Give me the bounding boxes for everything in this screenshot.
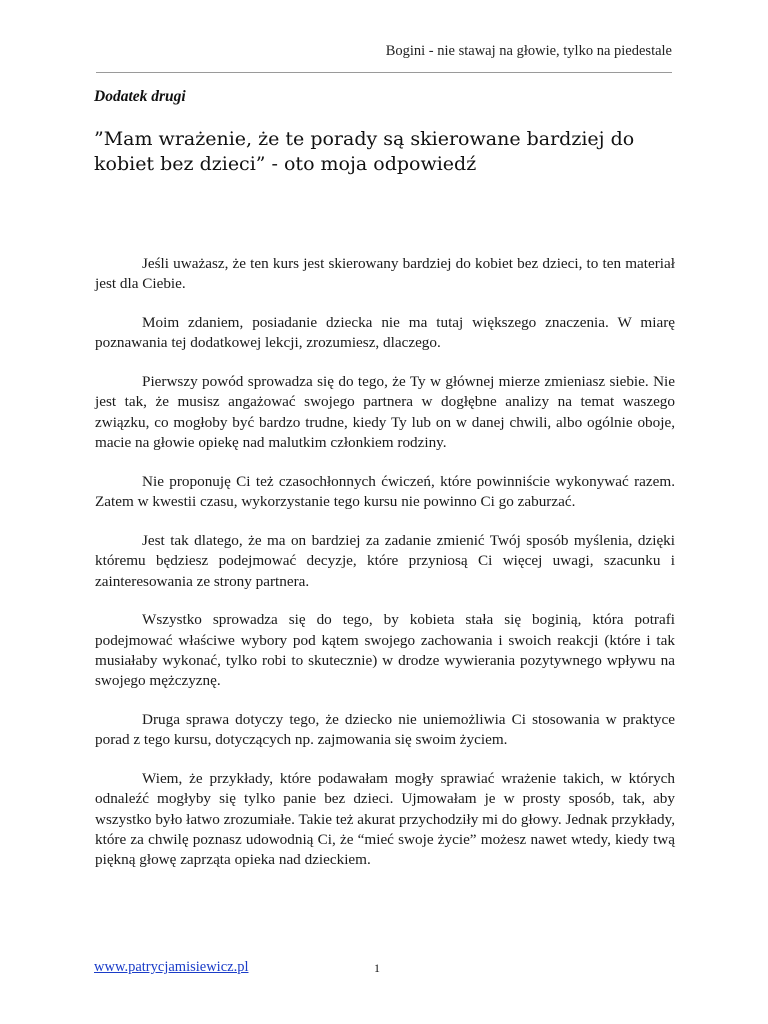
header-divider — [96, 72, 672, 73]
footer-website-link[interactable]: www.patrycjamisiewicz.pl — [94, 959, 249, 975]
paragraph: Wszystko sprowadza się do tego, by kobieta stała się boginią, która potrafi podejmować właściwe wybory pod kątem swojego zachowania i swoich reakcji (które i tak musiałaby wykonać, tylko robi to skutecznie) w drodze wywierania pozytywnego wpływu na swojego mężczyznę. — [95, 611, 675, 690]
running-header: Bogini - nie stawaj na głowie, tylko na piedestale — [385, 43, 672, 59]
paragraph: Jest tak dlatego, że ma on bardziej za zadanie zmienić Twój sposób myślenia, dzięki któremu będziesz podejmować decyzje, które przyniosą Ci więcej uwagi, szacunku i zainteresowania ze strony partnera. — [95, 531, 675, 590]
section-label: Dodatek drugi — [94, 88, 186, 105]
body-text — [95, 254, 675, 889]
paragraph: Jeśli uważasz, że ten kurs jest skierowany bardziej do kobiet bez dzieci, to ten materiał jest dla Ciebie. — [95, 255, 675, 293]
paragraph: Druga sprawa dotyczy tego, że dziecko nie uniemożliwia Ci stosowania w praktyce porad z tego kursu, dotyczących np. zajmowania się swoim życiem. — [95, 711, 675, 749]
section-subtitle: ”Mam wrażenie, że te porady są skierowane bardziej do kobiet bez dzieci” - oto moja odpowiedź — [94, 128, 635, 175]
paragraph: Wiem, że przykłady, które podawałam mogły sprawiać wrażenie takich, w których odnaleźć mogłyby się tylko panie bez dzieci. Ujmowałam je w prosty sposób, tak, aby wszystko było łatwo zrozumiałe. Takie też akurat przychodziły mi do głowy. Jednak przykłady, które za chwilę poznasz udowodnią Ci, że “mieć swoje życie” możesz nawet wtedy, kiedy twą piękną głowę zaprząta opieka nad dzieckiem. — [95, 770, 675, 869]
paragraph: Moim zdaniem, posiadanie dziecka nie ma tutaj większego znaczenia. W miarę poznawania tej dodatkowej lekcji, zrozumiesz, dlaczego. — [95, 314, 675, 352]
paragraph: Pierwszy powód sprowadza się do tego, że Ty w głównej mierze zmieniasz siebie. Nie jest tak, że musisz angażować swojego partnera w dogłębne analizy na temat waszego związku, co mogłoby być bardzo trudne, kiedy Ty lub on w danej chwili, albo ogólnie oboje, macie na głowie opiekę nad malutkim członkiem rodziny. — [95, 373, 675, 452]
page-number: 1 — [374, 961, 380, 975]
paragraph: Nie proponuję Ci też czasochłonnych ćwiczeń, które powinniście wykonywać razem. Zatem w kwestii czasu, wykorzystanie tego kursu nie powinno Ci go zaburzać. — [95, 472, 675, 511]
